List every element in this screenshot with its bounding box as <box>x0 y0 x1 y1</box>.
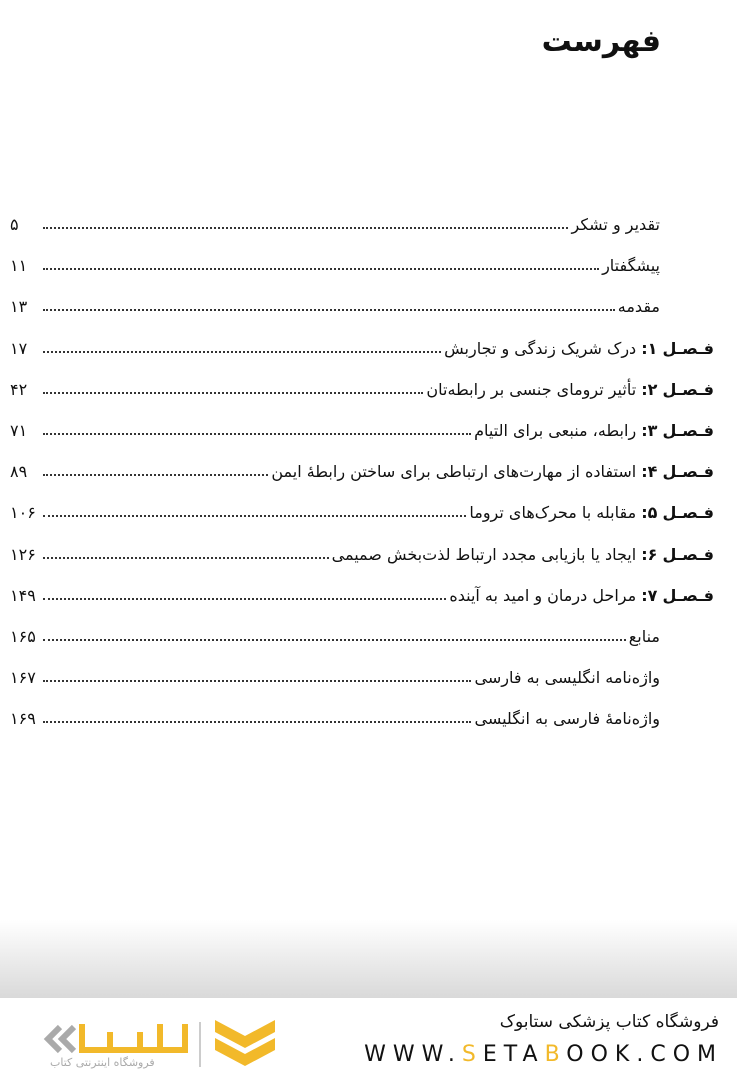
toc-entry[interactable] <box>10 414 714 440</box>
dot-leader <box>43 515 466 517</box>
toc-entry[interactable] <box>10 455 714 481</box>
toc-entry-label: تقدیر و تشکر <box>571 215 660 234</box>
toc-entry[interactable] <box>10 249 660 275</box>
dot-leader <box>43 227 568 229</box>
toc-page-number: ۷۱ <box>10 421 28 440</box>
toc-page-number: ۱۱ <box>10 256 28 276</box>
toc-entry-title <box>426 380 714 399</box>
chapter-word: فـصـل <box>662 421 714 440</box>
chapter-number: ۱: <box>641 338 658 358</box>
footer-banner <box>0 998 737 1079</box>
toc-entry[interactable] <box>10 702 660 728</box>
url-part: S <box>461 1042 483 1067</box>
logo-tagline: فروشگاه اینترنتی کتاب <box>50 1056 155 1069</box>
toc-entry[interactable] <box>10 579 714 605</box>
chapter-number: ۳: <box>641 421 658 440</box>
dot-leader <box>43 680 471 682</box>
toc-entry[interactable] <box>10 661 660 687</box>
toc-entry[interactable] <box>10 290 660 316</box>
toc-entry-label: واژه‌نامۀ فارسی به انگلیسی <box>474 709 660 729</box>
toc-page-number: ۱۳ <box>10 297 28 317</box>
toc-page-number: ۱۷ <box>10 338 28 358</box>
toc-page-number: ۱۶۷ <box>10 668 36 688</box>
toc-entry[interactable] <box>10 208 660 234</box>
url-part: B <box>544 1042 567 1067</box>
toc-entry-title <box>474 709 660 728</box>
dot-leader <box>43 598 446 600</box>
toc-entry-label: درک شریک زندگی و تجاربش <box>444 338 637 358</box>
toc-entry-title <box>629 627 660 646</box>
toc-entry[interactable] <box>10 496 714 522</box>
chapter-number: ۴: <box>641 462 658 482</box>
shop-name: فروشگاه کتاب پزشکی ستابوک <box>499 1012 719 1032</box>
toc-entry-label: تأثیر ترومای جنسی بر رابطه‌تان <box>426 379 637 399</box>
dot-leader <box>43 639 626 641</box>
toc-page-number: ۱۶۵ <box>10 627 36 646</box>
toc-entry-label: مراحل درمان و امید به آینده <box>449 585 637 605</box>
toc-entry-title <box>474 421 714 440</box>
url-part: ETA <box>482 1042 545 1067</box>
toc-entry-label: واژه‌نامه انگلیسی به فارسی <box>474 668 660 688</box>
chapter-number: ۷: <box>641 585 658 605</box>
toc-entry-label: استفاده از مهارت‌های ارتباطی برای ساختن رابطۀ ایمن <box>271 462 637 482</box>
chapter-number: ۶: <box>641 544 658 564</box>
toc-page-number: ۱۴۹ <box>10 585 36 605</box>
toc-entry-title <box>618 297 660 316</box>
toc-page-number: ۸۹ <box>10 462 28 482</box>
chapter-word: فـصـل <box>662 338 714 358</box>
shop-url[interactable] <box>364 1042 723 1067</box>
chapter-word: فـصـل <box>662 585 714 605</box>
toc-page-number: ۵ <box>10 215 19 234</box>
dot-leader <box>43 433 471 435</box>
url-part: WWW. <box>364 1042 462 1067</box>
toc-entry-title <box>332 545 714 564</box>
toc-entry-label: ایجاد یا بازیابی مجدد ارتباط لذت‌بخش صمیمی <box>331 544 637 564</box>
chapter-word: فـصـل <box>662 379 714 399</box>
toc-entry-title <box>469 503 714 522</box>
toc-page-number: ۴۲ <box>10 379 28 399</box>
url-part: OOK.COM <box>566 1042 723 1067</box>
toc-entry-title <box>271 462 714 481</box>
dot-leader <box>43 721 471 723</box>
page-title: فهرست <box>541 24 661 59</box>
toc-entry-title <box>444 339 714 358</box>
toc-page-number: ۱۶۹ <box>10 709 36 729</box>
toc-entry-label: مقدمه <box>617 297 660 317</box>
chapter-number: ۲: <box>641 379 658 399</box>
toc-entry-label: منابع <box>628 627 660 646</box>
toc-page-number: ۱۰۶ <box>10 503 36 523</box>
toc-entry[interactable] <box>10 373 714 399</box>
dot-leader <box>43 557 329 559</box>
dot-leader <box>43 474 268 476</box>
toc-entry[interactable] <box>10 620 660 646</box>
toc-entry-title <box>474 668 660 687</box>
toc-entry[interactable] <box>10 332 714 358</box>
toc-entry-title <box>449 586 714 605</box>
chapter-word: فـصـل <box>662 462 714 482</box>
footer-shadow <box>0 920 737 998</box>
chapter-word: فـصـل <box>662 503 714 523</box>
dot-leader <box>43 268 599 270</box>
dot-leader <box>43 351 441 353</box>
chapter-word: فـصـل <box>662 544 714 564</box>
toc-entry-title <box>602 256 660 275</box>
toc-entry-label: مقابله با محرک‌های تروما <box>469 503 637 523</box>
dot-leader <box>43 392 423 394</box>
chapter-number: ۵: <box>641 503 658 523</box>
toc-entry[interactable] <box>10 538 714 564</box>
dot-leader <box>43 309 615 311</box>
toc-entry-label: رابطه، منبعی برای التیام <box>474 421 637 440</box>
toc-entry-label: پیشگفتار <box>602 256 660 276</box>
toc-page-number: ۱۲۶ <box>10 544 36 564</box>
toc-entry-title <box>571 215 660 234</box>
